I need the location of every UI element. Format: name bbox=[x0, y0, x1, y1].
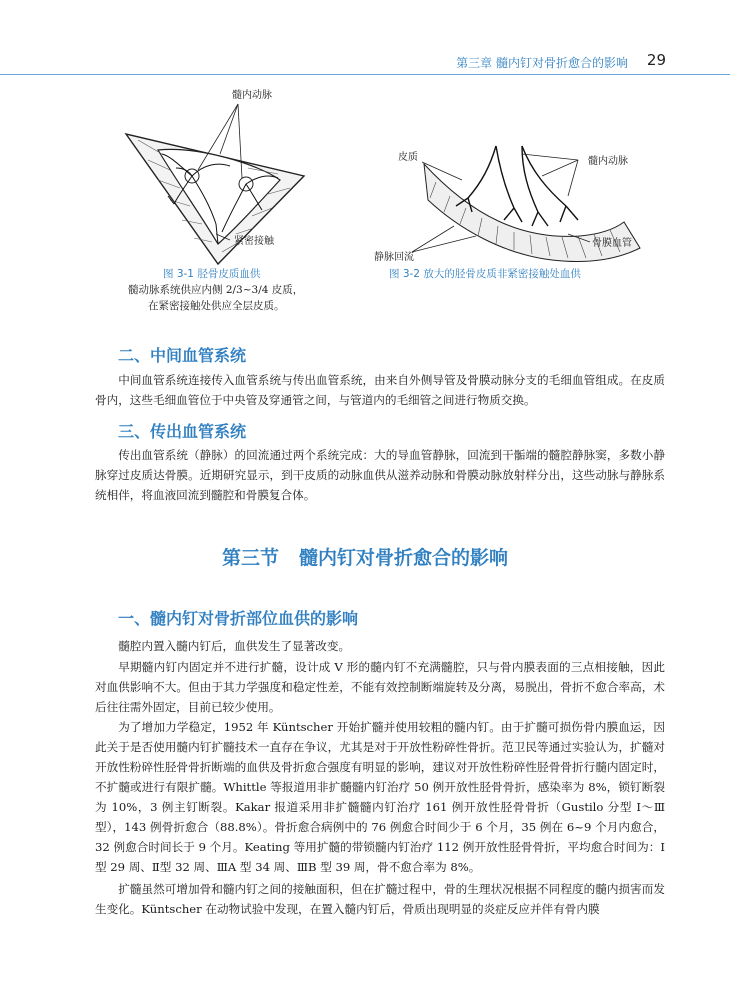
label-medullary-artery-1: 髓内动脉 bbox=[232, 90, 272, 101]
section-heading-intermediate: 二、中间血管系统 bbox=[118, 346, 247, 365]
label-close-contact: 紧密接触 bbox=[234, 236, 274, 247]
figure-3-1 bbox=[118, 84, 318, 270]
section-heading-efferent: 三、传出血管系统 bbox=[118, 422, 247, 441]
header-rule bbox=[0, 74, 730, 75]
figure-3-2-caption: 图 3-2 放大的胫骨皮质非紧密接触处血供 bbox=[389, 268, 581, 280]
label-periosteal-vessel: 骨膜血管 bbox=[592, 238, 632, 249]
label-medullary-artery-2: 髓内动脉 bbox=[588, 156, 628, 167]
paragraph-1: 髓腔内置入髓内钉后，血供发生了显著改变。 bbox=[118, 639, 351, 653]
paragraph-efferent: 传出血管系统（静脉）的回流通过两个系统完成：大的导血管静脉，回流到干骺端的髓腔静脉窦，多数小静脉穿过皮质达骨膜。近期研究显示，到干皮质的动脉血供从滋养动脉和骨膜动脉放射样分出，这些动脉与静脉系统相伴，将血液回流到髓腔和骨膜复合体。 bbox=[95, 448, 665, 502]
section-number: 第三节 bbox=[221, 547, 279, 569]
paragraph-2: 早期髓内钉内固定并不进行扩髓，设计成 V 形的髓内钉不充满髓腔，只与骨内膜表面的三点相接触，因此对血供影响不大。但由于其力学强度和稳定性差，不能有效控制断端旋转及分离，易脱出，骨折不愈合率高，术后往往需外固定，目前已较少使用。 bbox=[95, 660, 665, 714]
cortex-blood-supply-illustration bbox=[372, 136, 662, 266]
label-venous-return: 静脉回流 bbox=[374, 252, 414, 263]
figure-3-1-note-line1: 髓动脉系统供应内侧 2/3~3/4 皮质， bbox=[128, 284, 304, 296]
paragraph-3: 为了增加力学稳定，1952 年 Küntscher 开始扩髓并使用较粗的髓内钉。由于扩髓可损伤骨内膜血运，因此关于是否使用髓内钉扩髓技术一直存在争议，尤其是对于开放性粉碎性骨折。范卫民等通过实验认为，扩髓对开放性粉碎性胫骨骨折断端的血供及骨折愈合强度有明显的影响，建议对开放性粉碎性胫骨骨折行髓内固定时，不扩髓或进行有限扩髓。Whittle 等报道用非扩髓髓内钉治疗 50 例开放性胫骨骨折，感染率为 8%，锁钉断裂为 10%，3 例主钉断裂。Kakar 报道采用非扩髓髓内钉治疗 161 例开放性胫骨骨折（Gustilo 分型 Ⅰ～Ⅲ型），143 例骨折愈合（88.8%）。骨折愈合病例中的 76 例愈合时间少于 6 个月，35 例在 6~9 个月内愈合，32 例愈合时间长于 9 个月。Keating 等用扩髓的带锁髓内钉治疗 112 例开放性胫骨骨折，平均愈合时间为：Ⅰ型 29 周、Ⅱ型 32 周、ⅢA 型 34 周、ⅢB 型 39 周，骨不愈合率为 8%。 bbox=[95, 720, 665, 874]
figure-3-1-note-line2: 在紧密接触处供应全层皮质。 bbox=[148, 300, 285, 312]
page-number: 29 bbox=[646, 51, 666, 69]
paragraph-4: 扩髓虽然可增加骨和髓内钉之间的接触面积，但在扩髓过程中，骨的生理状况根据不同程度的髓内损害而发生变化。Küntscher 在动物试验中发现，在置入髓内钉后，骨质出现明显的炎症反应并伴有骨内膜 bbox=[95, 882, 665, 916]
subsection-heading-blood-supply: 一、髓内钉对骨折部位血供的影响 bbox=[118, 609, 359, 628]
figure-3-2 bbox=[372, 136, 662, 266]
page-header bbox=[0, 0, 730, 74]
chapter-title: 第三章 髓内钉对骨折愈合的影响 bbox=[456, 56, 628, 70]
tibia-cortex-illustration bbox=[118, 84, 318, 270]
label-cortex: 皮质 bbox=[398, 152, 418, 163]
section-title: 髓内钉对骨折愈合的影响 bbox=[299, 547, 509, 569]
paragraph-intermediate: 中间血管系统连接传入血管系统与传出血管系统，由来自外侧导管及骨膜动脉分支的毛细血管组成。在皮质骨内，这些毛细血管位于中央管及穿通管之间，与管道内的毛细管之间进行物质交换。 bbox=[95, 373, 665, 407]
main-section-heading bbox=[0, 543, 730, 570]
figure-3-1-caption: 图 3-1 胫骨皮质血供 bbox=[163, 268, 261, 280]
